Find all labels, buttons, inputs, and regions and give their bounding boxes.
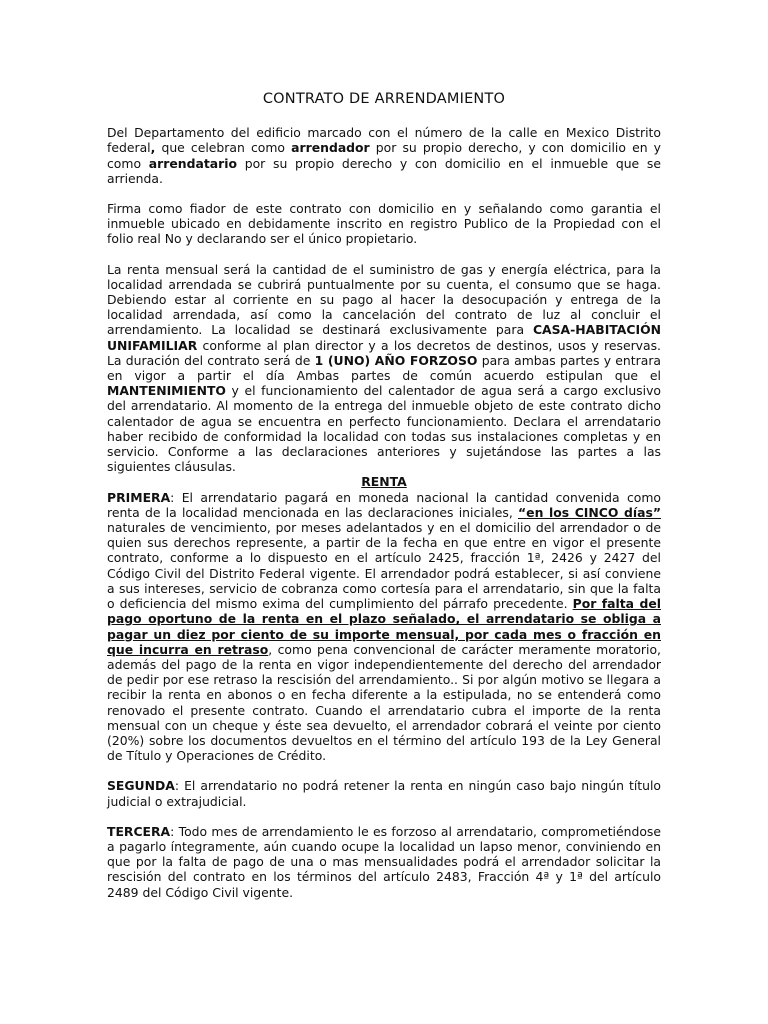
document-title: CONTRATO DE ARRENDAMIENTO bbox=[262, 91, 506, 107]
clause-segunda bbox=[107, 778, 661, 808]
spacer bbox=[107, 763, 661, 778]
primera-label: PRIMERA bbox=[107, 489, 171, 505]
spacer bbox=[107, 186, 661, 201]
tercera-label: TERCERA bbox=[107, 823, 171, 839]
segunda-label: SEGUNDA bbox=[107, 778, 175, 794]
cinco-dias-term: “en los CINCO días” bbox=[518, 504, 662, 520]
casa-habitacion-term: CASA-HABITACIÓN UNIFAMILIAR bbox=[107, 322, 661, 353]
guarantor-paragraph: Firma como fiador de este contrato con domicilio en y señalando como garantia el inmueble ubicado en debidamente inscrito en registro Publico de la Propiedad con el folio real No y declarando ser el único propietario. bbox=[107, 201, 661, 247]
primera-text-3: , como pena convencional de carácter meramente moratorio, además del pago de la renta en vigor independientemente del derecho del arrendador de pedir por ese retraso la rescisión del arrendamiento.. Si por algún motivo se llegara a recibir la renta en abonos o en fecha diferente a la estipulada, no se entenderá como renovado el presente contrato. Cuando el arrendatario cubra el importe de la renta mensual con un cheque y éste sea devuelto, el arrendador cobrará el veinte por ciento (20%) sobre los documentos devueltos en el término del artículo 193 de la Ley General de Título y Operaciones de Crédito. bbox=[107, 641, 661, 764]
primera-text-1: : El arrendatario pagará en moneda nacional la cantidad convenida como renta de la localidad mencionada en las declaraciones iniciales, bbox=[107, 489, 661, 520]
terms-paragraph bbox=[107, 262, 661, 475]
clause-tercera bbox=[107, 824, 661, 900]
primera-text-2: naturales de vencimiento, por meses adelantados y en el domicilio del arrendador o de quien sus derechos represente, a partir de la fecha en que entre en vigor el presente contrato, conforme a lo dispuesto en el artículo 2425, fracción 1ª, 2426 y 2427 del Código Civil del Distrito Federal vigente. El arrendador podrá establecer, si así conviene a sus intereses, servicio de cobranza como cortesía para el arrendatario, sin que la falta o deficiencia del mismo exima del cumplimiento del párrafo precedente. bbox=[107, 520, 661, 612]
terms-text-1: La renta mensual será la cantidad de el suministro de gas y energía eléctrica, para la localidad arrendada se cubrirá puntualmente por su cuenta, el consumo que se haga. Debiendo estar al corriente en su pago al hacer la desocupación y entrega de la localidad arrendada, así como la cancelación del contrato de luz al concluir el arrendamiento. La localidad se destinará exclusivamente para bbox=[107, 261, 661, 338]
arrendatario-term: arrendatario bbox=[148, 155, 237, 171]
contract-page bbox=[107, 92, 661, 900]
terms-text-2: conforme al plan director y a los decretos de destinos, usos y reservas. La duración del contrato será de bbox=[107, 337, 661, 368]
spacer bbox=[107, 247, 661, 262]
parties-text-4: por su propio derecho y con domicilio en el inmueble que se arrienda. bbox=[107, 155, 661, 186]
parties-text-1: Del Departamento del edificio marcado con el número de la calle en Mexico Distrito federal bbox=[107, 125, 661, 156]
plazo-term: 1 (UNO) AÑO FORZOSO bbox=[314, 352, 478, 368]
tercera-text: : Todo mes de arrendamiento le es forzoso al arrendatario, comprometiéndose a pagarlo íntegramente, aún cuando ocupe la localidad un lapso menor, conviniendo en que por la falta de pago de una o mas mensualidades podrá el arrendador solicitar la rescisión del contrato en los términos del artículo 2483, Fracción 4ª y 1ª del artículo 2489 del Código Civil vigente. bbox=[107, 823, 661, 900]
renta-heading: RENTA bbox=[361, 474, 407, 490]
parties-text-3: por su propio derecho, y con domicilio en y como bbox=[107, 140, 662, 171]
parties-comma: , bbox=[150, 140, 156, 156]
clause-primera bbox=[107, 490, 661, 764]
parties-paragraph bbox=[107, 125, 661, 186]
parties-text-2: que celebran como bbox=[155, 140, 292, 156]
arrendador-term: arrendador bbox=[291, 140, 370, 156]
terms-text-4: y el funcionamiento del calentador de agua será a cargo exclusivo del arrendatario. Al momento de la entrega del inmueble objeto de este contrato dicho calentador de agua se encuentra en perfecto funcionamiento. Declara el arrendatario haber recibido de conformidad la localidad con todas sus instalaciones completas y en servicio. Conforme a las declaraciones anteriores y sujetándose las partes a las siguientes cláusulas. bbox=[107, 383, 661, 475]
segunda-text: : El arrendatario no podrá retener la renta en ningún caso bajo ningún título judicial o extrajudicial. bbox=[107, 778, 661, 809]
spacer bbox=[107, 809, 661, 824]
late-payment-penalty: Por falta del pago oportuno de la renta en el plazo señalado, el arrendatario se obliga a pagar un diez por ciento de su importe mensual, por cada mes o fracción en que incurra en retraso bbox=[107, 596, 661, 657]
terms-text-3: para ambas partes y entrara en vigor a partir el día Ambas partes de común acuerdo estipulan que el bbox=[107, 352, 662, 384]
mantenimiento-term: MANTENIMIENTO bbox=[107, 383, 226, 399]
